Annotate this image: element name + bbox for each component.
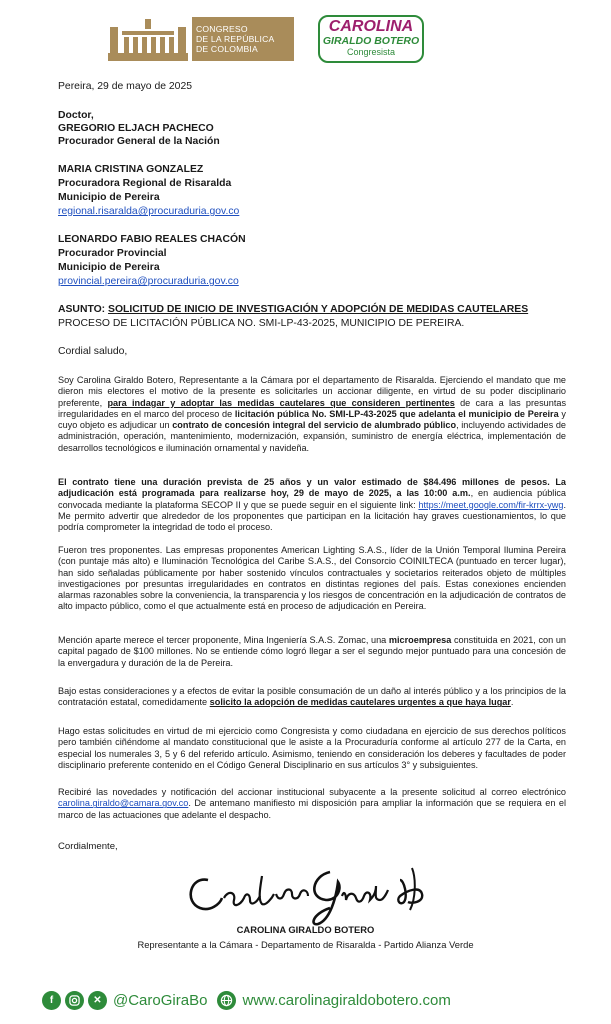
paragraph-7	[58, 787, 566, 821]
paragraph-5	[58, 686, 566, 709]
recipient-name: MARIA CRISTINA GONZALEZ	[58, 164, 204, 175]
congreso-line: CONGRESO	[196, 24, 248, 34]
closing: Cordialmente,	[58, 841, 118, 852]
meeting-link[interactable]: https://meet.google.com/fir-krrx-ywg	[418, 499, 564, 510]
social-handle[interactable]: @CaroGiraBo	[113, 991, 208, 1009]
subject-label: ASUNTO:	[58, 304, 106, 315]
congreso-logo	[108, 14, 298, 64]
x-icon[interactable]: ✕	[88, 991, 107, 1010]
paragraph-1	[58, 375, 566, 454]
congreso-wordmark	[192, 17, 294, 61]
carolina-logo-line: GIRALDO BOTERO	[322, 35, 420, 47]
text-run: , en audiencia pública convocada mediante la plataforma SECOP II y que se puede seguir en el siguiente link:	[58, 488, 566, 510]
text-run: , incluyendo actividades de administración, operación, mantenimiento, modernización, expansión, suministro de energía eléctrica, implementación de desarrollos tecnológicos e iluminación ornamental y navideña.	[58, 420, 566, 453]
text-run: Mención aparte merece el tercer proponente, Mina Ingeniería S.A.S. Zomac, una	[58, 635, 389, 645]
text-run: El contrato tiene una duración prevista de 25 años y un valor estimado de $84.496 millones de pesos. La adjudicación está programada para realizarse hoy, 29 de mayo de 2025, a las 10:00 a.m.	[58, 477, 566, 499]
paragraph-4	[58, 635, 566, 669]
paragraph-3	[58, 545, 566, 613]
website-link[interactable]: www.carolinagiraldobotero.com	[242, 991, 451, 1009]
text-run: microempresa	[388, 635, 452, 645]
text-run: Bajo estas consideraciones y a efectos de evitar la posible consumación de un daño al interés público y a los principios de la contratación estatal, comedidamente	[58, 686, 566, 708]
recipient-place: Municipio de Pereira	[58, 192, 160, 203]
facebook-icon[interactable]: f	[42, 991, 61, 1010]
recipient-name: GREGORIO ELJACH PACHECO	[58, 123, 214, 134]
signer-role: Representante a la Cámara - Departamento de Risaralda - Partido Alianza Verde	[137, 939, 474, 950]
web-icon[interactable]	[217, 991, 236, 1010]
recipient-role: Procurador Provincial	[58, 248, 167, 259]
text-run: constituida en 2021, con un capital pagado de $100 millones. No se entiende cómo logró llegar a ser el segundo mejor puntuado para una concesión de la envergadura y duración de la de Pereira.	[58, 635, 566, 668]
recipient-role: Procuradora Regional de Risaralda	[58, 178, 232, 189]
recipient-email-link[interactable]: regional.risaralda@procuraduria.gov.co	[58, 206, 240, 217]
text-run: licitación pública No. SMI-LP-43-2025 que adelanta el municipio de Pereira	[234, 408, 559, 419]
text-run: . Me permito advertir que alrededor de los proponentes que participan en la licitación hay graves cuestionamientos, lo que podría comprometer la integridad de todo el proceso.	[58, 499, 566, 533]
text-run: contrato de concesión integral del servicio de alumbrado público	[172, 420, 457, 431]
carolina-logo-line: Congresista	[346, 47, 396, 57]
carolina-logo	[318, 15, 424, 63]
greeting: Cordial saludo,	[58, 346, 128, 357]
text-run: y cuyo objeto es adjudicar un	[58, 408, 566, 431]
signer-name: CAROLINA GIRALDO BOTERO	[236, 924, 375, 935]
recipient-title: Doctor,	[58, 110, 94, 121]
congreso-line: DE LA REPÚBLICA	[196, 34, 275, 44]
paragraph-2	[58, 477, 566, 533]
paragraph-6	[58, 726, 566, 771]
subject-line	[58, 304, 528, 316]
text-run: Soy Carolina Giraldo Botero, Representante a la Cámara por el departamento de Risaralda. Ejerciendo el mandato que me dieron mis electores el motivo de la presente es solicitarles un accionar diligente, en virtud de su poder disciplinario preferente,	[58, 375, 566, 408]
text-run: Hago estas solicitudes en virtud de mi ejercicio como Congresista y como ciudadana en ejercicio de sus derechos políticos pero también ciñéndome al mandato constitucional que le asiste a la Procuraduría conforme al artículo 277 de la Carta, en especial los numerales 3, 5 y 6 del referido artículo. Asimismo, teniendo en consideración los deberes y facultades de poder disciplinario preferente contenido en el Código General Disciplinario en sus artículos 3° y subsiguientes.	[58, 726, 566, 770]
recipient-email-link[interactable]: provincial.pereira@procuraduria.gov.co	[58, 276, 239, 287]
text-run: Fueron tres proponentes. Las empresas proponentes American Lighting S.A.S., líder de la Unión Temporal Ilumina Pereira (con puntaje más alto) e Iluminación Tecnológica del Caribe S.A.S., del Consorcio COINILTECA (puntuado en tercer lugar), han sido señaladas públicamente por haber sostenido vínculos contractuales y societarios reiterados objeto de múltiples investigaciones por presuntas irregularidades en contratos en distintas regiones del país. Estas conexiones encienden alarmas razonables sobre la conveniencia, la transparencia y los riesgos de concentración en la adjudicación de contratos de alto impacto público, como el que actualmente está en proceso de adjudicación en Pereira.	[58, 545, 566, 612]
text-run: solicito la adopción de medidas cautelares urgentes a que haya lugar	[209, 697, 511, 708]
recipient-name: LEONARDO FABIO REALES CHACÓN	[58, 234, 246, 245]
text-run: de cara a las presuntas irregularidades en el marco del proceso de	[58, 397, 567, 419]
text-run: . De antemano manifiesto mi disposición para ampliar la información que se requiera en el marco de las actuaciones que adelante el despacho.	[58, 798, 566, 820]
instagram-icon[interactable]	[65, 991, 84, 1010]
subject-text: SOLICITUD DE INICIO DE INVESTIGACIÓN Y ADOPCIÓN DE MEDIDAS CAUTELARES	[108, 304, 529, 315]
recipient-place: Municipio de Pereira	[58, 262, 160, 273]
footer-contact	[42, 988, 451, 1012]
congreso-line: DE COLOMBIA	[196, 44, 258, 54]
carolina-logo-line: CAROLINA	[328, 18, 414, 35]
capitol-icon	[108, 17, 188, 61]
subject-subtitle: PROCESO DE LICITACIÓN PÚBLICA NO. SMI-LP-43-2025, MUNICIPIO DE PEREIRA.	[58, 318, 465, 329]
letter-date: Pereira, 29 de mayo de 2025	[58, 81, 193, 92]
text-run: Recibiré las novedades y notificación del accionar institucional subyacente a la presente solicitud al correo electrónico	[58, 787, 566, 797]
handwritten-signature	[180, 858, 450, 928]
recipient-role: Procurador General de la Nación	[58, 136, 220, 147]
contact-email-link[interactable]: carolina.giraldo@camara.gov.co	[58, 798, 189, 809]
text-run: .	[510, 697, 514, 708]
text-run: para indagar y adoptar las medidas cautelares que consideren pertinentes	[107, 397, 455, 408]
